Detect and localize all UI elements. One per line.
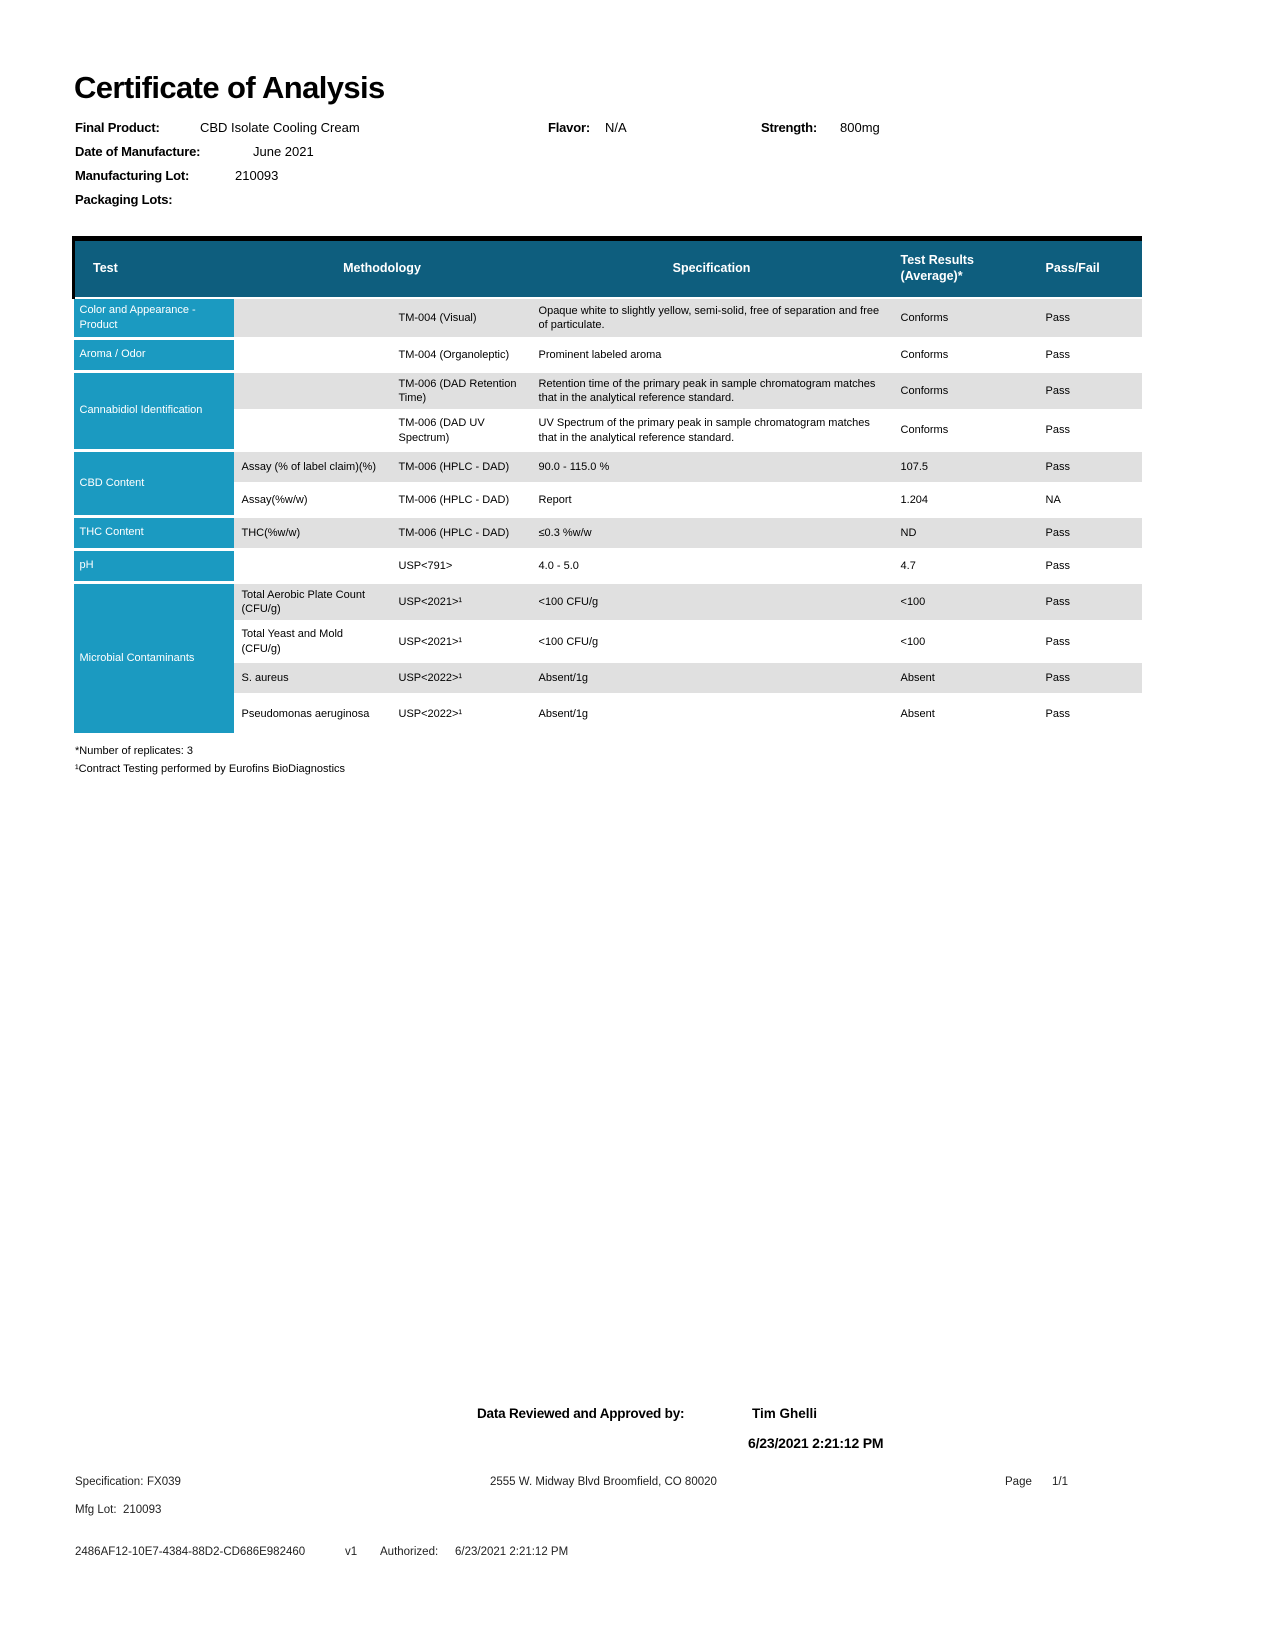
approval-datetime: 6/23/2021 2:21:12 PM bbox=[748, 1435, 884, 1451]
methodology-cell: USP<791> bbox=[391, 549, 531, 582]
footer-line-3 bbox=[0, 1546, 1275, 1564]
specification-cell: Prominent labeled aroma bbox=[531, 338, 893, 371]
pass-fail-cell: NA bbox=[1038, 483, 1142, 516]
footnote-replicates: *Number of replicates: 3 bbox=[75, 745, 193, 757]
table-row bbox=[74, 695, 1142, 735]
specification-cell: UV Spectrum of the primary peak in sample chromatogram matches that in the analytical reference standard. bbox=[531, 411, 893, 451]
meta-row-product bbox=[75, 120, 1205, 144]
methodology-cell: TM-006 (DAD UV Spectrum) bbox=[391, 411, 531, 451]
footer-line-1 bbox=[0, 1476, 1275, 1494]
manufacturing-lot-value: 210093 bbox=[235, 168, 279, 183]
table-row bbox=[74, 516, 1142, 549]
subtest-cell: Total Yeast and Mold (CFU/g) bbox=[234, 622, 391, 662]
product-meta bbox=[75, 120, 1205, 216]
approver-name: Tim Ghelli bbox=[752, 1406, 818, 1421]
table-row bbox=[74, 662, 1142, 695]
pass-fail-cell: Pass bbox=[1038, 549, 1142, 582]
footer-mfg-lot-label: Mfg Lot: bbox=[75, 1504, 117, 1516]
subtest-cell: Total Aerobic Plate Count (CFU/g) bbox=[234, 582, 391, 622]
specification-cell: 4.0 - 5.0 bbox=[531, 549, 893, 582]
strength-value: 800mg bbox=[840, 120, 880, 135]
methodology-cell: TM-006 (HPLC - DAD) bbox=[391, 483, 531, 516]
specification-cell: <100 CFU/g bbox=[531, 582, 893, 622]
specification-cell: Report bbox=[531, 483, 893, 516]
subtest-cell: THC(%w/w) bbox=[234, 516, 391, 549]
methodology-cell: USP<2022>¹ bbox=[391, 662, 531, 695]
pass-fail-cell: Pass bbox=[1038, 338, 1142, 371]
subtest-cell: Assay(%w/w) bbox=[234, 483, 391, 516]
result-cell: Conforms bbox=[893, 338, 1038, 371]
test-name-cell: CBD Content bbox=[74, 450, 234, 516]
table-row bbox=[74, 549, 1142, 582]
col-header-methodology: Methodology bbox=[234, 239, 531, 299]
footer-page-label: Page bbox=[1005, 1476, 1032, 1488]
footer-authorized-datetime: 6/23/2021 2:21:12 PM bbox=[455, 1546, 569, 1558]
table-header-row bbox=[74, 239, 1142, 299]
flavor-label: Flavor: bbox=[548, 120, 590, 135]
subtest-cell: S. aureus bbox=[234, 662, 391, 695]
pass-fail-cell: Pass bbox=[1038, 411, 1142, 451]
pass-fail-cell: Pass bbox=[1038, 662, 1142, 695]
results-table bbox=[72, 236, 1142, 736]
subtest-cell bbox=[234, 411, 391, 451]
footnote-contract-testing: ¹Contract Testing performed by Eurofins BioDiagnostics bbox=[75, 763, 346, 775]
table-row bbox=[74, 298, 1142, 338]
methodology-cell: TM-006 (HPLC - DAD) bbox=[391, 450, 531, 483]
strength-label: Strength: bbox=[761, 120, 817, 135]
footer-authorized-label: Authorized: bbox=[380, 1546, 439, 1558]
specification-cell: Retention time of the primary peak in sample chromatogram matches that in the analytical reference standard. bbox=[531, 371, 893, 411]
footnotes bbox=[75, 742, 345, 778]
pass-fail-cell: Pass bbox=[1038, 695, 1142, 735]
result-cell: ND bbox=[893, 516, 1038, 549]
result-cell: Conforms bbox=[893, 411, 1038, 451]
page-title: Certificate of Analysis bbox=[74, 70, 385, 105]
manufacturing-lot-label: Manufacturing Lot: bbox=[75, 168, 190, 183]
meta-row-lot bbox=[75, 168, 1205, 192]
pass-fail-cell: Pass bbox=[1038, 450, 1142, 483]
methodology-cell: TM-004 (Organoleptic) bbox=[391, 338, 531, 371]
subtest-cell: Pseudomonas aeruginosa bbox=[234, 695, 391, 735]
table-row bbox=[74, 450, 1142, 483]
test-name-cell: Color and Appearance - Product bbox=[74, 298, 234, 338]
subtest-cell bbox=[234, 298, 391, 338]
footer-mfg-lot-value: 210093 bbox=[123, 1504, 162, 1516]
test-name-cell: Aroma / Odor bbox=[74, 338, 234, 371]
final-product-value: CBD Isolate Cooling Cream bbox=[200, 120, 360, 135]
footer-doc-id: 2486AF12-10E7-4384-88D2-CD686E982460 bbox=[75, 1546, 306, 1558]
meta-row-date bbox=[75, 144, 1205, 168]
table-row bbox=[74, 371, 1142, 411]
result-cell: 107.5 bbox=[893, 450, 1038, 483]
methodology-cell: TM-006 (DAD Retention Time) bbox=[391, 371, 531, 411]
subtest-cell bbox=[234, 338, 391, 371]
specification-cell: Absent/1g bbox=[531, 695, 893, 735]
col-header-pass-fail: Pass/Fail bbox=[1038, 239, 1142, 299]
approval-label: Data Reviewed and Approved by: bbox=[477, 1406, 685, 1421]
date-of-manufacture-value: June 2021 bbox=[253, 144, 314, 159]
footer-address: 2555 W. Midway Blvd Broomfield, CO 80020 bbox=[490, 1476, 717, 1488]
methodology-cell: TM-006 (HPLC - DAD) bbox=[391, 516, 531, 549]
col-header-test-results: Test Results (Average)* bbox=[893, 239, 1038, 299]
date-of-manufacture-label: Date of Manufacture: bbox=[75, 144, 201, 159]
pass-fail-cell: Pass bbox=[1038, 371, 1142, 411]
result-cell: <100 bbox=[893, 622, 1038, 662]
result-cell: 4.7 bbox=[893, 549, 1038, 582]
specification-cell: ≤0.3 %w/w bbox=[531, 516, 893, 549]
footer-page-value: 1/1 bbox=[1052, 1476, 1068, 1488]
footer-specification-label: Specification: bbox=[75, 1476, 144, 1488]
subtest-cell bbox=[234, 371, 391, 411]
meta-row-packaging bbox=[75, 192, 1205, 216]
result-cell: Absent bbox=[893, 662, 1038, 695]
table-row bbox=[74, 622, 1142, 662]
specification-cell: <100 CFU/g bbox=[531, 622, 893, 662]
specification-cell: Opaque white to slightly yellow, semi-solid, free of separation and free of particulate. bbox=[531, 298, 893, 338]
result-cell: Conforms bbox=[893, 298, 1038, 338]
col-header-test: Test bbox=[74, 239, 234, 299]
methodology-cell: USP<2021>¹ bbox=[391, 622, 531, 662]
approval-block bbox=[0, 1406, 1275, 1466]
final-product-label: Final Product: bbox=[75, 120, 160, 135]
footer-version: v1 bbox=[345, 1546, 358, 1558]
specification-cell: 90.0 - 115.0 % bbox=[531, 450, 893, 483]
pass-fail-cell: Pass bbox=[1038, 582, 1142, 622]
table-row bbox=[74, 483, 1142, 516]
methodology-cell: USP<2021>¹ bbox=[391, 582, 531, 622]
col-header-specification: Specification bbox=[531, 239, 893, 299]
footer-specification-value: FX039 bbox=[147, 1476, 181, 1488]
table-row bbox=[74, 411, 1142, 451]
pass-fail-cell: Pass bbox=[1038, 516, 1142, 549]
subtest-cell bbox=[234, 549, 391, 582]
result-cell: Absent bbox=[893, 695, 1038, 735]
test-name-cell: Microbial Contaminants bbox=[74, 582, 234, 734]
flavor-value: N/A bbox=[605, 120, 627, 135]
result-cell: <100 bbox=[893, 582, 1038, 622]
table-row bbox=[74, 582, 1142, 622]
methodology-cell: USP<2022>¹ bbox=[391, 695, 531, 735]
test-name-cell: pH bbox=[74, 549, 234, 582]
pass-fail-cell: Pass bbox=[1038, 298, 1142, 338]
pass-fail-cell: Pass bbox=[1038, 622, 1142, 662]
packaging-lots-label: Packaging Lots: bbox=[75, 192, 173, 207]
subtest-cell: Assay (% of label claim)(%) bbox=[234, 450, 391, 483]
methodology-cell: TM-004 (Visual) bbox=[391, 298, 531, 338]
specification-cell: Absent/1g bbox=[531, 662, 893, 695]
test-name-cell: Cannabidiol Identification bbox=[74, 371, 234, 450]
test-name-cell: THC Content bbox=[74, 516, 234, 549]
result-cell: Conforms bbox=[893, 371, 1038, 411]
result-cell: 1.204 bbox=[893, 483, 1038, 516]
table-row bbox=[74, 338, 1142, 371]
footer-line-2 bbox=[0, 1504, 1275, 1522]
